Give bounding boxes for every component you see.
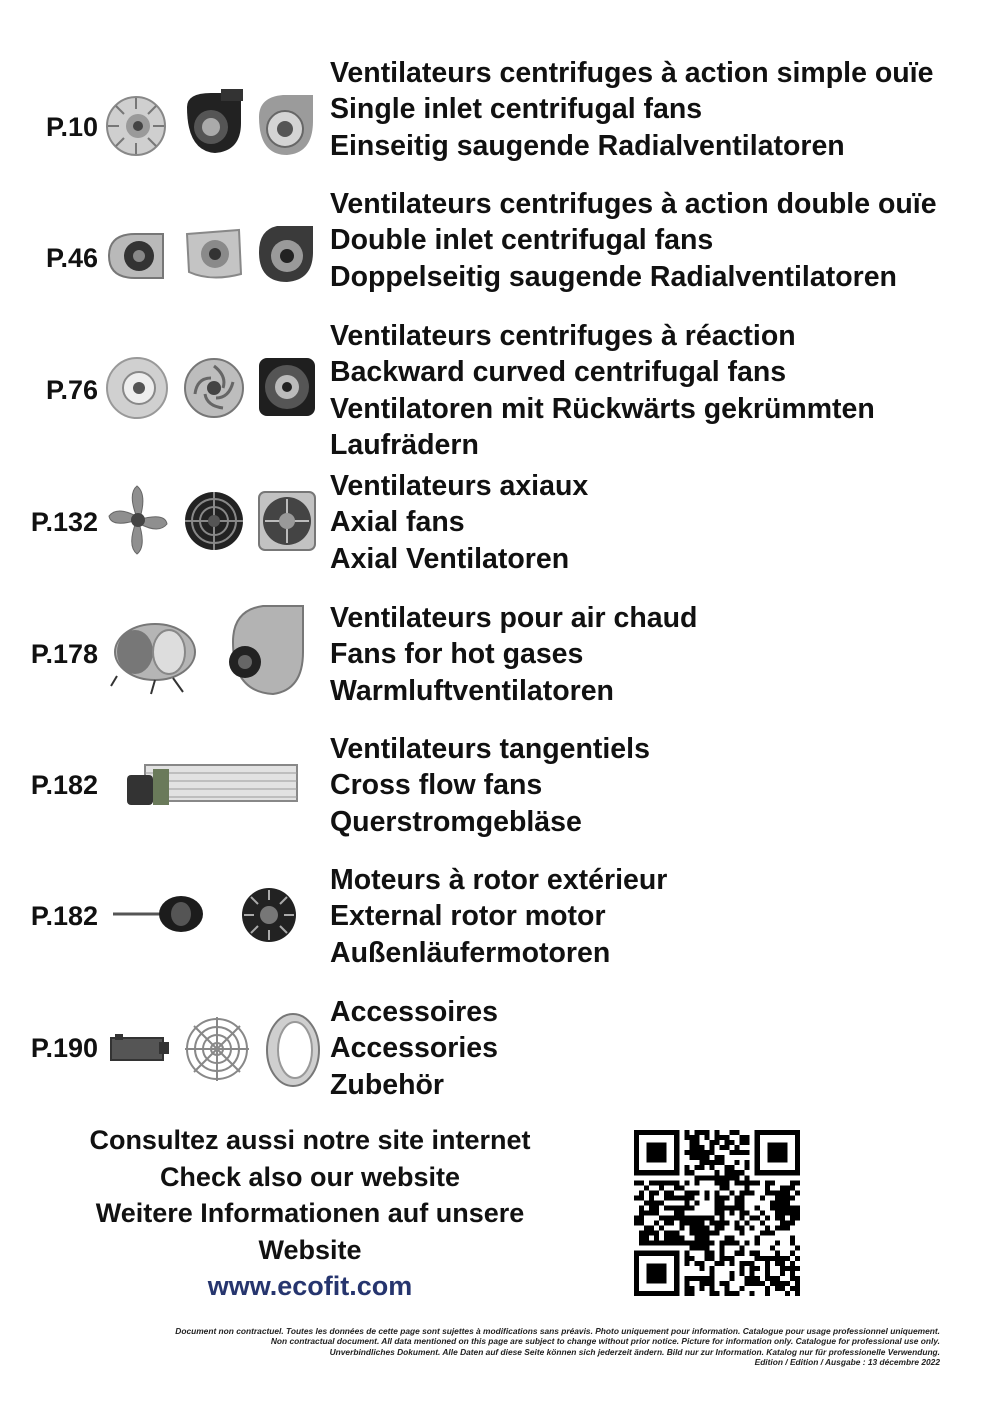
- website-link[interactable]: www.ecofit.com: [207, 1271, 413, 1301]
- product-images: [105, 886, 320, 986]
- page-number[interactable]: P.182: [30, 901, 98, 931]
- hot-gas-scroll-fan-icon: [223, 602, 305, 698]
- section-titles: [330, 600, 990, 709]
- page-number[interactable]: P.46: [45, 243, 98, 273]
- external-rotor-motor-shaft-icon: [111, 892, 207, 936]
- product-images: [105, 600, 320, 700]
- disclaimer-fr: Document non contractuel. Toutes les données de cette page sont sujettes à modifications sans préavis. Photo uniquement pour information. Catalogue pour usage professionnel uniquement.: [175, 1326, 940, 1336]
- title-en[interactable]: Axial fans: [330, 506, 465, 539]
- title-en[interactable]: External rotor motor: [330, 900, 606, 933]
- title-fr[interactable]: Ventilateurs pour air chaud: [330, 602, 698, 634]
- title-de[interactable]: Außenläufermotoren: [330, 936, 611, 969]
- edition-date: Edition / Edition / Ausgabe : 13 décembre 2022: [754, 1357, 940, 1368]
- title-fr[interactable]: Moteurs à rotor extérieur: [330, 864, 668, 896]
- product-images: [105, 354, 320, 454]
- section-titles: [330, 55, 990, 164]
- website-text-de: Weitere Informationen auf unsere: [95, 1198, 525, 1228]
- title-fr[interactable]: Ventilateurs tangentiels: [330, 733, 650, 765]
- title-fr[interactable]: Ventilateurs centrifuges à réaction: [330, 320, 796, 352]
- title-fr[interactable]: Ventilateurs axiaux: [330, 470, 589, 502]
- product-images: [105, 1006, 320, 1106]
- title-de[interactable]: Doppelseitig saugende Radialventilatoren: [330, 260, 897, 293]
- page-number[interactable]: P.190: [30, 1033, 98, 1063]
- double-inlet-fan-icon: [105, 228, 167, 284]
- page-number[interactable]: P.178: [30, 639, 98, 669]
- title-en[interactable]: Accessories: [330, 1032, 498, 1065]
- title-en[interactable]: Double inlet centrifugal fans: [330, 224, 714, 257]
- title-de[interactable]: Einseitig saugende Radialventilatoren: [330, 129, 845, 162]
- product-images: [105, 484, 320, 584]
- disclaimer-de: Unverbindliches Dokument. Alle Daten auf diese Seite können sich jederzeit ändern. Bild nur zur Information. Katalog nur für professionelle Verwendung.: [329, 1346, 940, 1357]
- product-images: [105, 757, 320, 857]
- website-text-fr: Consultez aussi notre site internet: [89, 1125, 531, 1155]
- backward-curved-fan-icon: [183, 356, 245, 420]
- section-titles: [330, 731, 990, 840]
- website-text-de-continued: Website: [258, 1234, 362, 1265]
- qr-code-icon[interactable]: [634, 1130, 800, 1296]
- fan-guard-grille-icon: [183, 1012, 251, 1086]
- axial-fan-frame-icon: [257, 486, 317, 556]
- page-number[interactable]: P.182: [30, 770, 98, 800]
- double-inlet-fan-housing-icon: [181, 224, 245, 284]
- disclaimer-en: Non contractual document. All data mentioned on this page are subject to change without prior notice. Picture for information only. Catalogue for professional use only.: [270, 1336, 940, 1347]
- title-de[interactable]: Warmluftventilatoren: [330, 674, 614, 707]
- single-inlet-fan-icon: [105, 95, 167, 157]
- disclaimer: [40, 1326, 940, 1368]
- external-rotor-motor-icon: [237, 886, 301, 944]
- section-titles: [330, 862, 990, 971]
- title-de[interactable]: Zubehör: [330, 1068, 444, 1101]
- title-fr[interactable]: Ventilateurs centrifuges à action double ouïe: [330, 188, 937, 220]
- hot-gas-fan-icon: [107, 616, 203, 696]
- section-titles: [330, 318, 990, 463]
- title-en[interactable]: Single inlet centrifugal fans: [330, 93, 703, 126]
- inlet-ring-icon: [259, 1010, 321, 1090]
- single-inlet-fan-housing-icon: [181, 87, 245, 157]
- website-block: [40, 1122, 580, 1305]
- title-de-continued[interactable]: Laufrädern: [330, 428, 479, 461]
- title-fr[interactable]: Accessoires: [330, 996, 498, 1028]
- title-en[interactable]: Backward curved centrifugal fans: [330, 356, 787, 389]
- website-text-en: Check also our website: [159, 1161, 461, 1192]
- product-images: [105, 87, 320, 187]
- cross-flow-fan-icon: [123, 759, 301, 811]
- axial-fan-guard-icon: [183, 486, 245, 556]
- section-titles: [330, 994, 990, 1103]
- page-number[interactable]: P.10: [45, 112, 98, 142]
- page-number[interactable]: P.76: [45, 375, 98, 405]
- capacitor-box-icon: [107, 1032, 171, 1066]
- double-inlet-fan-scroll-icon: [255, 222, 317, 286]
- page-number[interactable]: P.132: [30, 507, 98, 537]
- title-fr[interactable]: Ventilateurs centrifuges à action simple ouïe: [330, 57, 934, 89]
- axial-propeller-icon: [107, 484, 169, 556]
- title-de[interactable]: Querstromgebläse: [330, 805, 582, 838]
- title-en[interactable]: Fans for hot gases: [330, 638, 584, 671]
- title-de[interactable]: Axial Ventilatoren: [330, 542, 570, 575]
- backward-curved-square-fan-icon: [257, 354, 317, 420]
- product-images: [105, 222, 320, 322]
- section-titles: [330, 468, 990, 577]
- title-en[interactable]: Cross flow fans: [330, 769, 543, 802]
- title-de[interactable]: Ventilatoren mit Rückwärts gekrümmten: [330, 392, 875, 425]
- section-titles: [330, 186, 990, 295]
- single-inlet-fan-scroll-icon: [255, 91, 317, 159]
- backward-curved-impeller-icon: [105, 356, 169, 420]
